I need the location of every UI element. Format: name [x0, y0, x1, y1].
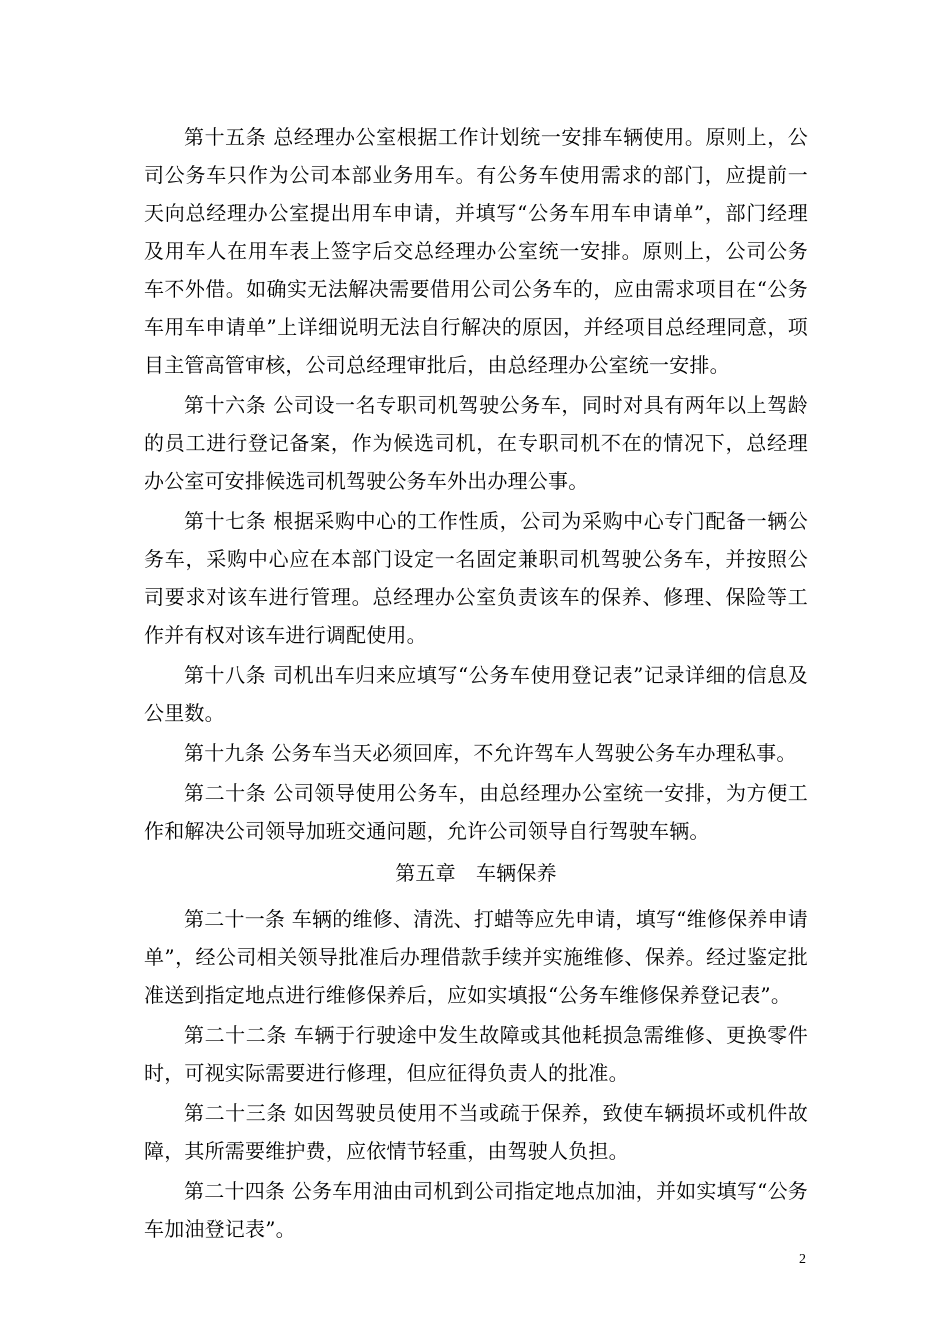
page-number: 2: [799, 1252, 806, 1267]
article-16-paragraph: 第十六条 公司设一名专职司机驾驶公务车，同时对具有两年以上驾龄的员工进行登记备案，作为候选司机，在专职司机不在的情况下，总经理办公室可安排候选司机驾驶公务车外出办理公事。: [144, 393, 808, 493]
article-22-paragraph: 第二十二条 车辆于行驶途中发生故障或其他耗损急需维修、更换零件时，可视实际需要进行修理，但应征得负责人的批准。: [144, 1023, 808, 1085]
chapter-heading: 第五章 车辆保养: [395, 861, 557, 885]
article-21-paragraph: 第二十一条 车辆的维修、清洗、打蜡等应先申请，填写“维修保养申请单”，经公司相关领导批准后办理借款手续并实施维修、保养。经过鉴定批准送到指定地点进行维修保养后，应如实填报“公务车维修保养登记表”。: [144, 907, 808, 1007]
article-20-paragraph: 第二十条 公司领导使用公务车，由总经理办公室统一安排，为方便工作和解决公司领导加班交通问题，允许公司领导自行驾驶车辆。: [144, 781, 808, 843]
document-body: [144, 118, 808, 1248]
article-24-paragraph: 第二十四条 公务车用油由司机到公司指定地点加油，并如实填写“公务车加油登记表”。: [144, 1179, 808, 1241]
article-15-paragraph: 第十五条 总经理办公室根据工作计划统一安排车辆使用。原则上，公司公务车只作为公司本部业务用车。有公务车使用需求的部门，应提前一天向总经理办公室提出用车申请，并填写“公务车用车申请单”，部门经理及用车人在用车表上签字后交总经理办公室统一安排。原则上，公司公务车不外借。如确实无法解决需要借用公司公务车的，应由需求项目在“公务车用车申请单”上详细说明无法自行解决的原因，并经项目总经理同意，项目主管高管审核，公司总经理审批后，由总经理办公室统一安排。: [144, 125, 808, 377]
article-23-paragraph: 第二十三条 如因驾驶员使用不当或疏于保养，致使车辆损坏或机件故障，其所需要维护费，应依情节轻重，由驾驶人负担。: [144, 1101, 808, 1163]
article-17-paragraph: 第十七条 根据采购中心的工作性质，公司为采购中心专门配备一辆公务车，采购中心应在本部门设定一名固定兼职司机驾驶公务车，并按照公司要求对该车进行管理。总经理办公室负责该车的保养、修理、保险等工作并有权对该车进行调配使用。: [144, 509, 808, 647]
article-19-paragraph: 第十九条 公务车当天必须回库，不允许驾车人驾驶公务车办理私事。: [184, 741, 797, 765]
article-18-paragraph: 第十八条 司机出车归来应填写“公务车使用登记表”记录详细的信息及公里数。: [144, 663, 808, 725]
